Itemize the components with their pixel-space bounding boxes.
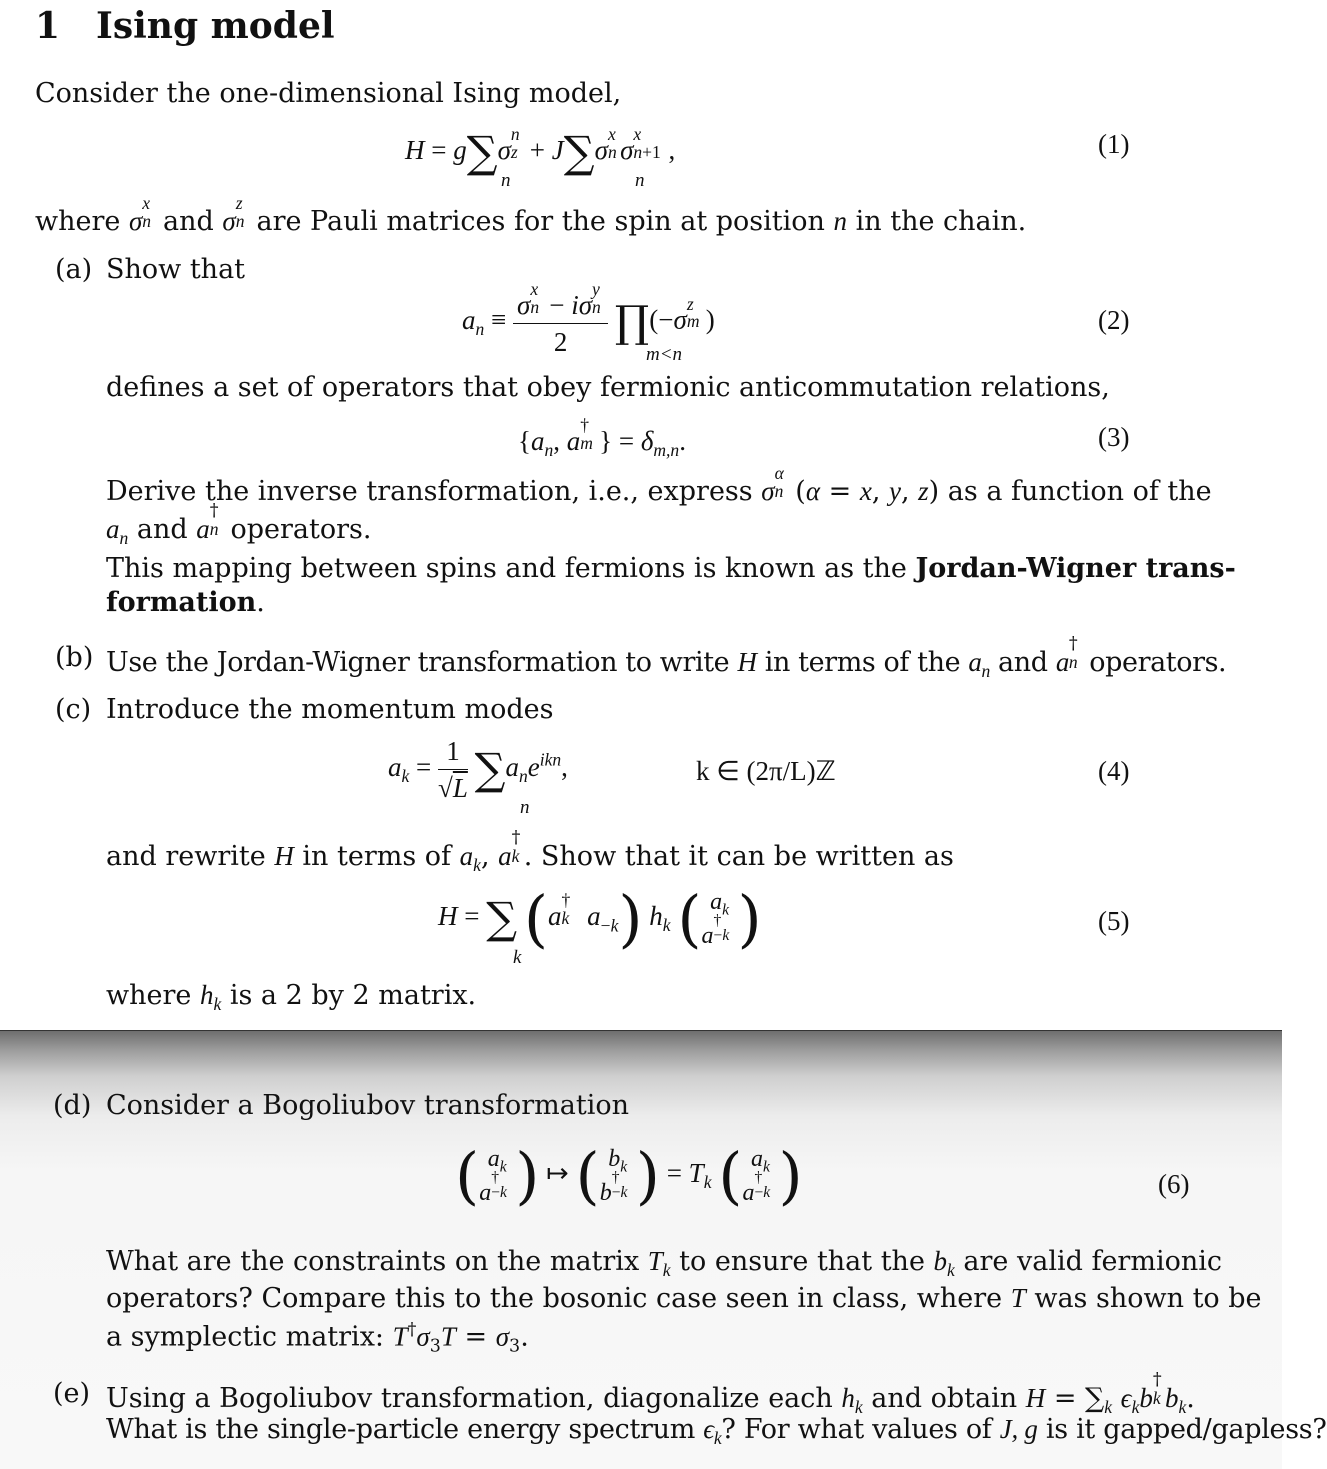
part-c-rewrite: and rewrite H in terms of $a_k$, a † k . Show that it can be written as (106, 828, 954, 876)
part-d-question-line-3: a symplectic matrix: $T^\dagger\sigma_3T = \sigma_3$. (106, 1320, 529, 1357)
equation-4-tag: (4) (1098, 756, 1130, 786)
equation-6-tag: (6) (1158, 1169, 1190, 1199)
equation-3-tag: (3) (1098, 422, 1130, 452)
part-d-question-line-1: What are the constraints on the matrix $T_k$ to ensure that the $b_k$ are valid fermionic (106, 1246, 1222, 1281)
part-c-where: where $h_k$ is a 2 by 2 matrix. (106, 980, 477, 1015)
part-a-mapping-line-1: This mapping between spins and fermions is known as the Jordan-Wigner trans- (106, 553, 1236, 584)
part-e-line-1: Using a Bogoliubov transformation, diagonalize each $h_k$ and obtain $H = \sum_k$ $\epsilon_kb$ † k $b_k$. (106, 1370, 1195, 1418)
part-d-intro: Consider a Bogoliubov transformation (106, 1090, 629, 1121)
equation-1-tag: (1) (1098, 129, 1130, 159)
part-a-derive-line-2: $a_n$ and a † n operators. (106, 501, 372, 549)
part-b-label: (b) (55, 642, 94, 673)
section-title: Ising model (96, 5, 335, 47)
section-number: 1 (35, 5, 61, 47)
part-e-line-2: What is the single-particle energy spectrum $\epsilon_k$? For what values of J, g is it gapped/gapless? (106, 1414, 1327, 1449)
equation-3: {$a_n$, a † m } = $\delta_{m,n}$. (518, 415, 686, 461)
equation-6: ( $a_k$ a † −k ) ↦ ( $b_k$ b † −k ) = $T_k$ ( $a_k$ a † −k ) (455, 1139, 803, 1212)
part-c-intro: Introduce the momentum modes (106, 694, 554, 725)
part-e-label: (e) (53, 1378, 91, 1409)
pauli-description: where σ x n and σ z n are Pauli matrices for the spin at position n in the chain. (35, 193, 1027, 237)
part-a-show: Show that (106, 254, 246, 285)
part-a-label: (a) (55, 254, 93, 285)
part-d-question-line-2: operators? Compare this to the bosonic case seen in class, where T was shown to be (106, 1283, 1262, 1314)
eq4-sum-index: n (520, 797, 530, 818)
equation-1: H = g∑σ n z + J∑σ x n σ x n+1 , (405, 124, 676, 178)
equation-2: $a_n$ ≡ σ x n − iσ y n 2 ∏(−σ z m ) (462, 279, 715, 357)
part-d-label: (d) (53, 1090, 92, 1121)
equation-4-condition: k ∈ (2π/L)ℤ (696, 756, 836, 786)
part-b-text: Use the Jordan-Wigner transformation to write H in terms of the $a_n$ and a † n operators. (106, 634, 1227, 682)
eq2-product-index: m<n (646, 344, 683, 365)
part-a-derive-line-1: Derive the inverse transformation, i.e., express σ α n (α = x, y, z) as a function of the (106, 463, 1212, 507)
intro-paragraph: Consider the one-dimensional Ising model, (35, 78, 622, 109)
equation-4: $a_k$ = $\frac{1}{√L}$ $\sum a_ne^{ikn}$, (388, 736, 568, 803)
eq1-sum-index-2: n (635, 170, 645, 191)
equation-2-tag: (2) (1098, 305, 1130, 335)
eq1-sum-index-1: n (501, 170, 511, 191)
part-c-label: (c) (55, 694, 92, 725)
eq5-sum-index: k (513, 947, 522, 968)
part-a-mapping-line-2: formation. (106, 587, 265, 618)
equation-5-tag: (5) (1098, 906, 1130, 936)
equation-5: H = ∑ (a † k $a_{-k}$) $h_k$ ( $a_k$ a † −k ) (438, 882, 762, 955)
part-a-defines: defines a set of operators that obey fermionic anticommutation relations, (106, 372, 1110, 403)
